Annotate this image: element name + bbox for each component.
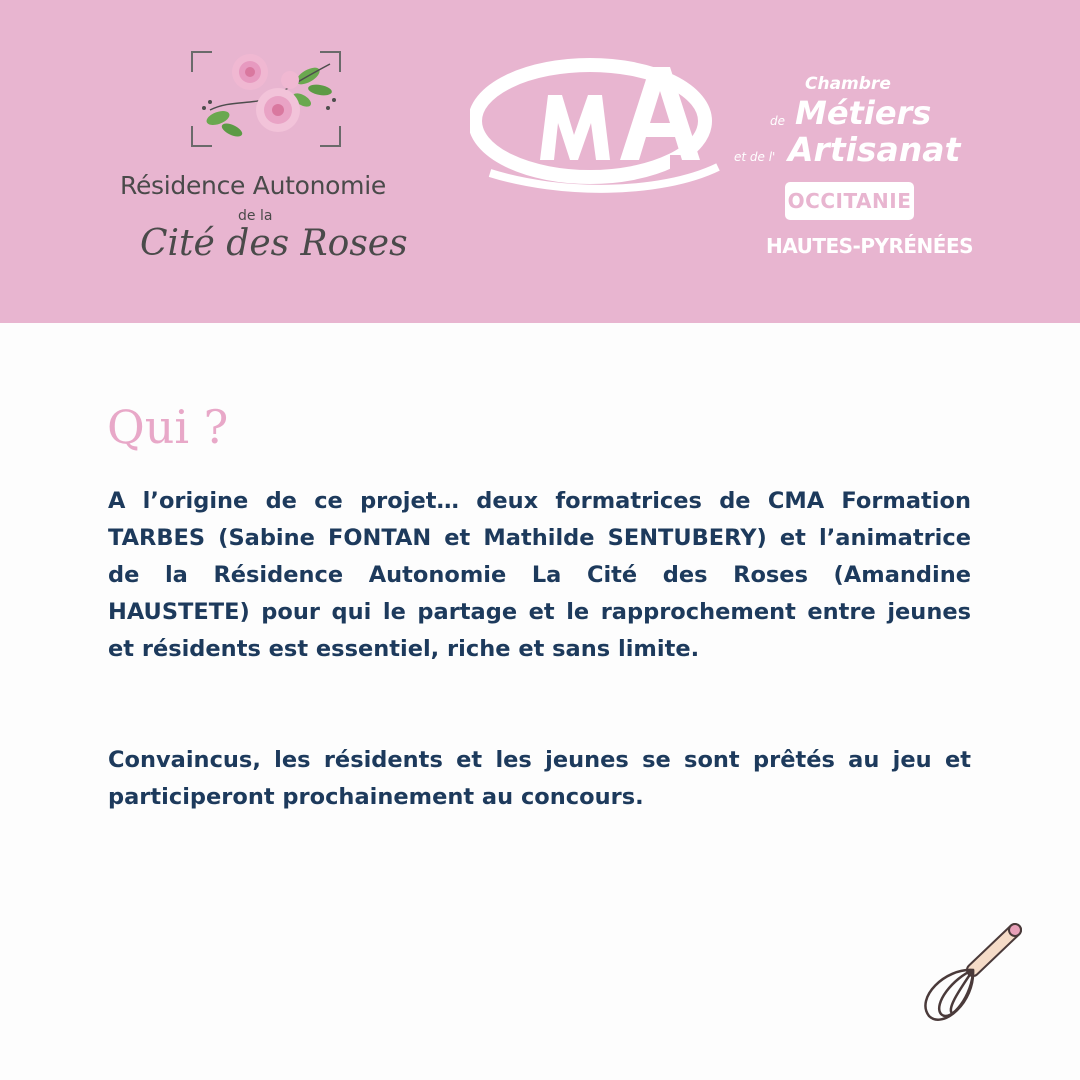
- cma-de-text: de: [770, 114, 785, 128]
- residence-name-line2: de la: [238, 208, 273, 224]
- cma-region-badge: OCCITANIE: [785, 182, 914, 220]
- section-title: Qui ?: [107, 400, 229, 454]
- header-banner: [0, 0, 1080, 323]
- residence-name-line1: Résidence Autonomie: [120, 171, 386, 200]
- paragraph-origin: A l’origine de ce projet… deux formatrices de CMA Formation TARBES (Sabine FONTAN et Mathilde SENTUBERY) et l’animatrice de la Résidence Autonomie La Cité des Roses (Amandine HAUSTETE) pour qui le partage et le rapprochement entre jeunes et résidents est essentiel, riche et sans limite.: [108, 488, 971, 662]
- cma-department-text: HAUTES-PYRÉNÉES: [766, 234, 974, 258]
- residence-logo: [110, 45, 440, 285]
- paragraph-convinced: Convaincus, les résidents et les jeunes se sont prêtés au jeu et participeront prochainement au concours.: [108, 747, 971, 810]
- cma-monogram-logo: [470, 55, 730, 195]
- roses-icon: [190, 50, 342, 148]
- cma-chambre-text: Chambre: [805, 74, 891, 94]
- cma-metiers-text: Métiers: [795, 94, 932, 132]
- whisk-icon: [915, 918, 1027, 1028]
- cma-artisanat-text: Artisanat: [788, 130, 961, 169]
- residence-name-line3: Cité des Roses: [140, 223, 408, 264]
- cma-et-de-l-text: et de l': [734, 150, 776, 164]
